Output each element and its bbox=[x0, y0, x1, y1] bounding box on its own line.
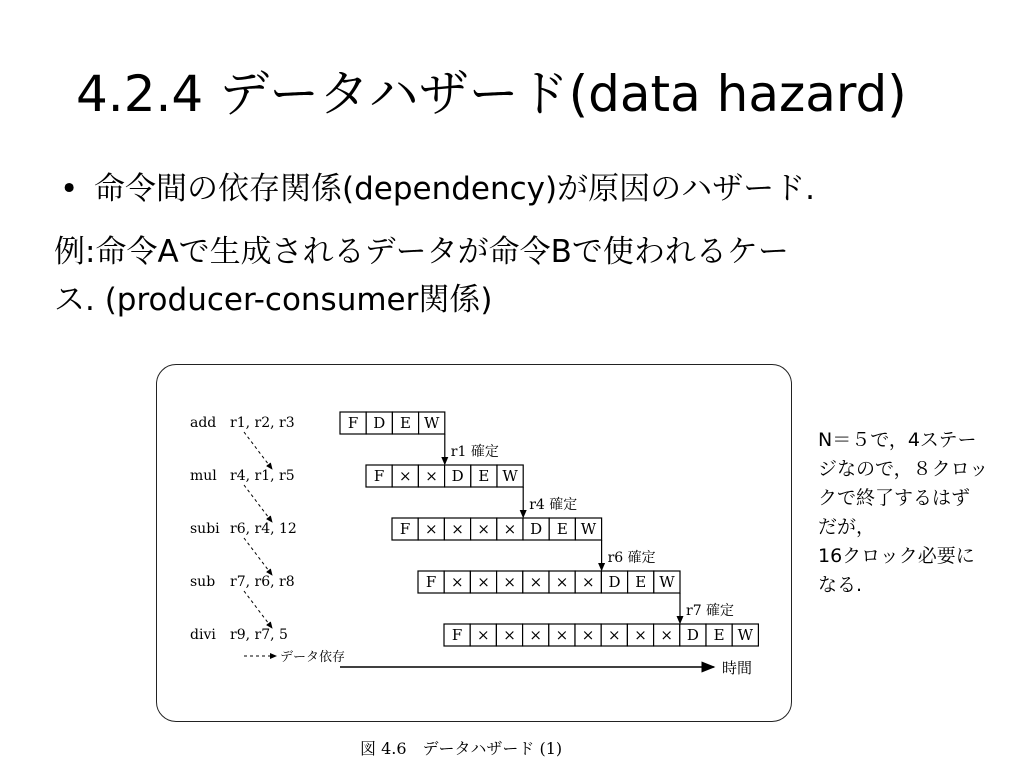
instruction-op: add bbox=[190, 415, 217, 431]
pipeline-cell-label: × bbox=[503, 626, 516, 644]
instruction-args: r9, r7, 5 bbox=[230, 627, 288, 643]
pipeline-row bbox=[444, 624, 758, 646]
pipeline-row bbox=[340, 412, 445, 434]
pipeline-cell-label: F bbox=[373, 467, 385, 485]
pipeline-cell-label: × bbox=[425, 467, 438, 485]
pipeline-cell-label: × bbox=[477, 520, 490, 538]
instruction-args: r4, r1, r5 bbox=[230, 468, 295, 484]
pipeline-cell-label: E bbox=[635, 573, 647, 591]
confirm-label: r1 確定 bbox=[450, 444, 499, 460]
pipeline-cell-label: × bbox=[503, 520, 517, 538]
pipeline-cell-label: E bbox=[556, 520, 568, 538]
pipeline-cell-label: × bbox=[555, 573, 569, 591]
pipeline-cell-label: F bbox=[399, 520, 411, 538]
pipeline-cell-label: E bbox=[713, 626, 725, 644]
legend-dependency-label: データ依存 bbox=[280, 650, 346, 665]
figure-caption: 図 4.6 データハザード (1) bbox=[360, 739, 563, 758]
dependency-arrow bbox=[244, 432, 272, 469]
pipeline-cell-label: × bbox=[608, 626, 621, 644]
instruction-op: sub bbox=[190, 574, 216, 590]
pipeline-cell-label: W bbox=[423, 414, 440, 432]
pipeline-cell-label: × bbox=[503, 573, 516, 591]
side-note-line: 16クロック必要に bbox=[818, 545, 975, 567]
side-note-line: ジなので，８クロッ bbox=[818, 458, 989, 480]
confirm-label: r6 確定 bbox=[607, 550, 656, 566]
pipeline-cell-label: × bbox=[529, 626, 542, 644]
pipeline-cell-label: × bbox=[477, 626, 490, 644]
pipeline-row bbox=[392, 518, 602, 540]
dependency-arrow bbox=[244, 591, 272, 628]
pipeline-cell-label: × bbox=[581, 626, 595, 644]
pipeline-cell-label: D bbox=[530, 520, 543, 538]
pipeline-cell-label: W bbox=[659, 573, 675, 591]
pipeline-cell-label: W bbox=[737, 626, 754, 644]
pipeline-cell-label: E bbox=[478, 467, 490, 485]
side-note-line: クで終了するはず bbox=[818, 487, 971, 509]
instruction-op: mul bbox=[190, 468, 217, 484]
pipeline-cell-label: × bbox=[555, 626, 569, 644]
instruction-args: r7, r6, r8 bbox=[230, 574, 295, 590]
pipeline-cell-label: D bbox=[686, 626, 699, 644]
pipeline-cell-label: F bbox=[451, 626, 463, 644]
pipeline-cell-label: × bbox=[634, 626, 647, 644]
pipeline-cell-label: D bbox=[373, 414, 386, 432]
time-axis-label: 時間 bbox=[722, 659, 753, 677]
dependency-arrow bbox=[244, 485, 272, 522]
slide-title: 4.2.4 データハザード(data hazard) bbox=[76, 65, 907, 123]
bullet-dot-icon: • bbox=[60, 171, 79, 207]
confirm-label: r7 確定 bbox=[686, 603, 735, 619]
instruction-args: r1, r2, r3 bbox=[230, 415, 295, 431]
example-line-1: 例:命令Aで生成されるデータが命令Bで使われるケー bbox=[54, 234, 789, 270]
pipeline-cell-label: W bbox=[502, 467, 518, 485]
side-note-line: なる. bbox=[818, 574, 863, 596]
pipeline-cell-label: × bbox=[529, 573, 543, 591]
pipeline-cell-label: F bbox=[347, 414, 359, 432]
pipeline-cell-label: × bbox=[451, 573, 464, 591]
bullet-text: 命令間の依存関係(dependency)が原因のハザード. bbox=[94, 171, 815, 207]
instruction-op: divi bbox=[190, 627, 216, 643]
pipeline-cell-label: × bbox=[660, 626, 673, 644]
pipeline-cell-label: × bbox=[582, 573, 595, 591]
pipeline-cell-label: × bbox=[451, 520, 464, 538]
side-note-line: だが， bbox=[818, 516, 876, 538]
pipeline-cell-label: W bbox=[580, 520, 597, 538]
pipeline-row bbox=[366, 465, 523, 487]
pipeline-row bbox=[418, 571, 680, 593]
pipeline-cell-label: × bbox=[399, 467, 412, 485]
confirm-label: r4 確定 bbox=[529, 497, 578, 513]
pipeline-cell-label: F bbox=[425, 573, 437, 591]
pipeline-cell-label: E bbox=[400, 414, 411, 432]
pipeline-cell-label: D bbox=[451, 467, 464, 485]
instruction-args: r6, r4, 12 bbox=[230, 521, 297, 537]
example-line-2: ス. (producer-consumer関係) bbox=[54, 282, 493, 318]
dependency-arrow bbox=[244, 538, 272, 575]
instruction-op: subi bbox=[190, 521, 220, 537]
side-note-line: N＝５で，4ステー bbox=[818, 429, 977, 451]
pipeline-cell-label: D bbox=[608, 573, 621, 591]
pipeline-cell-label: × bbox=[425, 520, 438, 538]
side-note bbox=[818, 426, 1018, 600]
pipeline-cell-label: × bbox=[477, 573, 490, 591]
